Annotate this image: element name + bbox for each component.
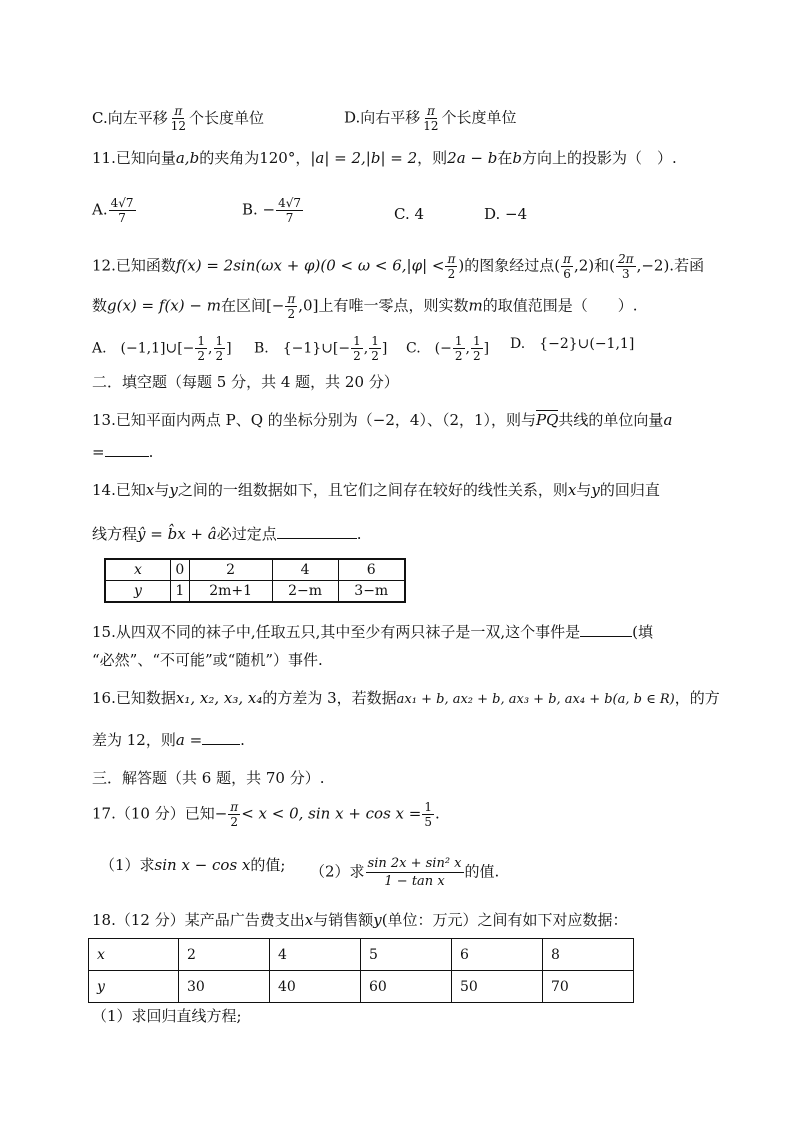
frac-denominator: 7 [285,211,294,225]
table-cell: 40 [270,971,361,1003]
frac-numerator: 4√7 [110,196,134,210]
q11-stem [92,148,677,168]
q18-text: 与销售额 [313,911,374,929]
q12-option-a [92,334,232,363]
q18-text: (单位：万元）之间有如下对应数据： [381,911,628,929]
table-cell: 2−m [272,581,338,603]
table-row [89,939,634,971]
q11-vectors: a,b [175,149,200,167]
option-text: C. (− [406,340,452,357]
q18-text: 18.（12 分）某产品广告费支出 [92,911,305,929]
q10-option-d-prefix: D.向右平移 [344,108,421,127]
table-cell: 60 [361,971,452,1003]
table-row [105,581,405,603]
q12-stem-line2 [92,292,637,321]
q13-text: 13.已知平面内两点 P、Q 的坐标分别为（−2，4）、（2，1），则与 [92,411,537,429]
q14-text: 必过定点 [216,525,277,543]
q15-stem-line2: “必然”、“不可能”或“随机”）事件. [92,651,323,669]
q10-option-c [92,104,265,133]
q10-option-c-suffix: 个长度单位 [189,108,265,127]
q17-condition: − [214,804,228,823]
table-cell: 0 [171,559,190,581]
option-text: , [465,340,470,357]
q11-option-a [92,196,137,225]
frac-denominator: 2 [287,307,296,321]
q10-option-d [344,104,517,133]
q12-stem-line1 [92,252,704,281]
q14-text: 的回归直 [599,481,660,499]
q16-variable-a: a = [175,731,203,749]
q16-text: . [240,731,245,749]
frac-numerator: π [563,252,571,266]
frac-numerator: sin 2x + sin² x [367,856,462,871]
frac-denominator: 2 [197,349,206,363]
section-heading-solutions: 三．解答题（共 6 题，共 70 分）. [92,769,325,787]
option-label: A. [92,200,108,219]
q13-text: = [92,443,105,461]
q12-text: 在区间 [220,296,266,315]
q14-text: 与 [576,481,592,499]
frac-numerator: 1 [353,334,361,348]
q11-option-d: D. −4 [484,205,528,223]
q17-part1-expression: sin x − cos x [154,856,251,874]
q11-text: 11.已知向量 [92,149,176,167]
q17-part-text: 的值. [464,862,500,881]
table-cell: 50 [452,971,543,1003]
frac-numerator: 2π [618,252,634,266]
table-cell: 2m+1 [189,581,272,603]
q11-text: 方向上的投影为（ ）. [522,149,677,167]
q13-answer-line [92,442,153,462]
q14-text: 之间的一组数据如下，且它们之间存在较好的线性关系，则 [177,481,568,499]
table-cell: 3−m [338,581,405,603]
q12-text: 数 [92,296,108,315]
frac-denominator: 5 [424,815,432,829]
q12-option-c [406,334,489,363]
frac-numerator: 1 [454,334,463,348]
q14-text: . [356,525,362,543]
q18-data-table [88,938,634,1003]
frac-numerator: 1 [472,334,481,348]
q12-point1: ( [554,256,561,275]
q12-interval: ,0] [298,296,319,315]
frac-numerator: π [230,800,239,814]
option-text: ] [483,340,490,357]
q11-expression: 2a − b [447,149,498,167]
q11-option-c: C. 4 [394,205,425,223]
q16-answer-blank[interactable] [202,730,240,745]
option-text: , [208,340,213,357]
q10-option-c-frac [169,104,188,133]
frac-denominator: 2 [472,349,481,363]
q12-variable-m: m [468,296,483,315]
table-row [105,559,405,581]
q10-option-c-prefix: C.向左平移 [92,108,168,127]
q12-text: 和 [594,256,610,275]
q14-var-y: y [169,481,178,499]
q13-stem [92,410,672,430]
q13-text: 共线的单位向量 [558,411,664,429]
q18-stem [92,910,628,930]
q13-vector-a: a [663,411,673,429]
frac-numerator: π [287,292,296,306]
q12-function-g: g(x) = f(x) − m [107,296,221,315]
q16-transformed-data: ax₁ + b, ax₂ + b, ax₃ + b, ax₄ + b(a, b ∈ R) [396,692,675,707]
table-row [89,971,634,1003]
frac-denominator: 2 [215,349,224,363]
q11-text: 在 [497,149,513,167]
table-cell: 8 [543,939,634,971]
q16-text: 的方差为 3，若数据 [262,689,397,707]
q16-data-x: x₁, x₂, x₃, x₄ [175,689,263,707]
q11-magnitudes: |a| = 2,|b| = 2 [310,149,418,167]
q12-point2: ( [609,256,616,275]
q13-answer-blank[interactable] [105,442,149,457]
frac-numerator: π [174,104,183,118]
q15-stem-line1 [92,622,653,642]
frac-denominator: 6 [563,267,571,281]
q12-interval: [− [265,296,285,315]
option-text: ] [381,340,388,357]
q14-var-x: x [145,481,155,499]
q18-var-y: y [373,911,382,929]
q15-answer-blank[interactable] [580,622,632,637]
q12-function: f(x) = 2sin(ωx + φ)(0 < ω < 6,|φ| < [175,256,445,275]
table-header-y: y [89,971,179,1003]
q11-text: ，则 [417,149,448,167]
q17-text: 17.（10 分）已知 [92,804,215,823]
q13-text: . [148,443,154,461]
q17-condition: < x < 0, sin x + cos x = [241,804,422,823]
table-cell: 4 [272,559,338,581]
q14-stem-line1 [92,480,660,500]
q16-text: ，的方 [674,689,720,707]
option-text: B. {−1}∪[− [254,340,351,357]
q14-text: 线方程 [92,525,138,543]
table-cell: 2 [179,939,270,971]
q17-part1 [100,856,285,874]
q16-text: 16.已知数据 [92,689,176,707]
q17-part2 [310,855,499,890]
q18-var-x: x [304,911,314,929]
q14-text: 与 [154,481,170,499]
q15-text: 15.从四双不同的袜子中,任取五只,其中至少有两只袜子是一双,这个事件是 [92,623,581,641]
section-heading-fill-in: 二．填空题（每题 5 分，共 4 题，共 20 分） [92,373,399,391]
q13-vector-pq: PQ [536,411,559,429]
q12-text: 的取值范围是（ ）. [482,296,638,315]
table-cell: 5 [361,939,452,971]
table-cell: 2 [189,559,272,581]
frac-denominator: 2 [454,349,463,363]
q12-point2: ,−2) [636,256,670,275]
frac-denominator: 1 − tan x [384,874,445,889]
q16-stem-line2 [92,730,245,750]
table-header-x: x [89,939,179,971]
frac-numerator: 4√7 [278,196,302,210]
q10-option-d-frac [421,104,440,133]
table-cell: 4 [270,939,361,971]
frac-denominator: 7 [118,211,126,225]
frac-denominator: 3 [621,267,630,281]
q17-text: . [435,804,440,823]
q12-text: .若函 [669,256,705,275]
q14-stem-line2 [92,524,362,544]
table-header-y: y [105,581,171,603]
table-cell: 30 [179,971,270,1003]
frac-denominator: 2 [353,349,361,363]
q12-point1: ,2) [573,256,595,275]
frac-denominator: 2 [371,349,379,363]
frac-numerator: 1 [424,800,432,814]
table-cell: 6 [338,559,405,581]
frac-numerator: π [447,252,456,266]
q17-part-text: （1）求 [100,856,155,874]
q11-option-b [242,196,304,225]
option-text: , [363,340,369,357]
q10-options [92,104,517,133]
frac-numerator: π [426,104,435,118]
q12-option-b [254,334,387,363]
q12-option-d: D. {−2}∪(−1,1] [510,336,635,352]
q16-stem-line1 [92,688,720,710]
q15-text: (填 [632,623,654,641]
q10-option-d-suffix: 个长度单位 [441,108,517,127]
q14-data-table [104,558,406,603]
q14-var-y: y [591,481,600,499]
frac-denominator: 12 [170,119,186,133]
q17-parts [100,855,500,889]
frac-numerator: 1 [371,334,379,348]
table-header-x: x [105,559,171,581]
table-cell: 6 [452,939,543,971]
option-text: ] [226,340,232,357]
frac-denominator: 12 [423,119,439,133]
q17-part-text: 的值; [250,856,286,874]
q18-part1: （1）求回归直线方程; [92,1007,242,1025]
table-cell: 70 [543,971,634,1003]
q11-text: 的夹角为120°， [199,149,311,167]
option-text: A. (−1,1]∪[− [92,340,195,357]
q17-part-text: （2）求 [310,862,365,881]
q14-text: 14.已知 [92,481,146,499]
q17-stem [92,800,440,829]
q16-text: 差为 12，则 [92,731,176,749]
q11-vector-b: b [512,149,522,167]
q12-text: 上有唯一零点，则实数 [318,296,469,315]
q12-text: 12.已知函数 [92,256,176,275]
frac-denominator: 2 [230,815,239,829]
q12-text: )的图象经过点 [458,256,555,275]
frac-denominator: 2 [447,267,456,281]
q14-var-x: x [567,481,577,499]
frac-numerator: 1 [197,334,206,348]
q14-regression-equation: ŷ = b̂x + â [137,525,217,543]
frac-numerator: 1 [215,334,224,348]
q14-answer-blank[interactable] [277,524,357,539]
option-label: B. − [242,200,276,219]
table-cell: 1 [171,581,190,603]
